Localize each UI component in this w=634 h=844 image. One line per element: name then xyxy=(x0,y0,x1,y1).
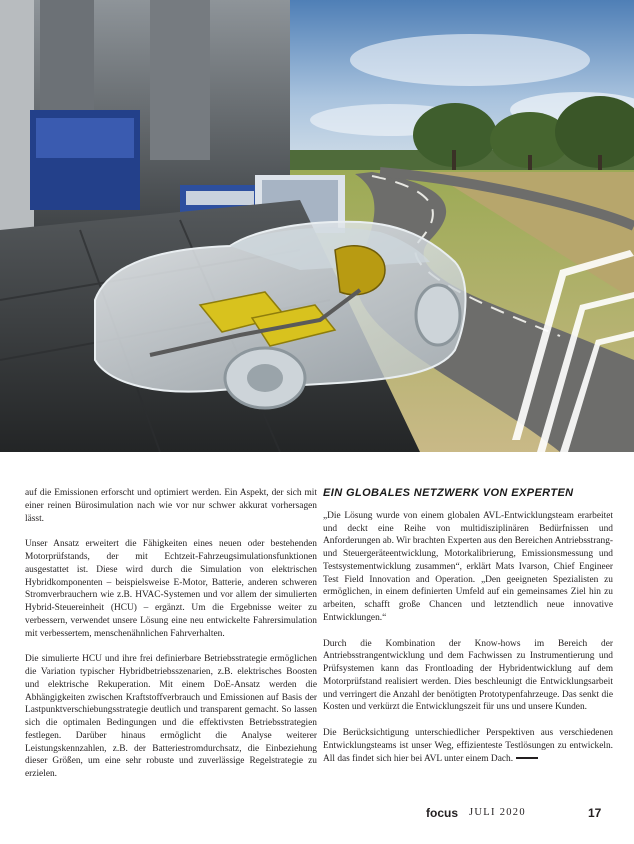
article-end-mark xyxy=(516,757,538,759)
body-paragraph: Die simulierte HCU und ihre frei definierbare Betriebsstrategie ermöglichen die Variation typischer Hybridbetriebsszenarien, z.B. elektrisches Boosten und elektrische Rekuperation. Mit einem DoE-Ansatz werden die Abhängigkeiten zwischen Kraftstoffverbrauch und Emissionen auf Basis der Lastpunktverschiebungsstrategie deutlich und transparent gemacht. So lassen sich die optimalen Bedingungen und die effektivsten Betriebsstrategien festlegen. Darüber hinaus ermöglicht die Analyse weiterer Leistungskennzahlen, z.B. der Batteriestromdurchsatz, die Einbeziehung dieser Größen, um eine sehr robuste und zuverlässige Regelstrategie zu erzielen. xyxy=(25,654,317,779)
left-column xyxy=(25,487,317,794)
body-paragraph-text: Die Berücksichtigung unterschiedlicher Perspektiven aus verschiedenen Entwicklungsteams ist unser Weg, effizienteste Testlösungen zu entwickeln. All das findet sich hier bei AVL unter einem Dach. xyxy=(323,728,613,764)
body-paragraph: Durch die Kombination der Know-hows im Bereich der Antriebsstrangentwicklung und dem Fachwissen zu Instrumentierung und Prüfsystemen kann das Frontloading der Hybridentwicklung auf dem Motorprüfstand realisiert werden. Dies beschleunigt die Entwicklungsarbeit und verringert die Anzahl der benötigten Prototypenfahrzeuge. Das senkt die Kosten und verkürzt die Entwicklungszeit für uns und unsere Kunden. xyxy=(323,638,613,713)
section-heading: EIN GLOBALES NETZWERK VON EXPERTEN xyxy=(323,487,574,499)
body-paragraph: Unser Ansatz erweitert die Fähigkeiten eines neuen oder bestehenden Motorprüfstands, der mit Echtzeit-Fahrzeugsimulationsfunktionen ausgestattet ist. Diese wird durch die Simulation von elektrischen Hybridkomponenten – beispielsweise E-Motor, Batterie, anderen schweren Stromverbrauchern wie z.B. HVAC-Systemen und vor allem der simulierten Hybrid-Steuereinheit (HCU) – ergänzt. Um die Ergebnisse weiter zu verbessern, verwendet unsere Lösung eine neu entwickelte Fahrersimulation mit verbessertem, menschenähnlichen Fahrverhalten. xyxy=(25,539,317,639)
issue-date: JULI 2020 xyxy=(469,807,526,818)
page-number: 17 xyxy=(588,806,602,820)
body-paragraph: „Die Lösung wurde von einem globalen AVL-Entwicklungsteam erarbeitet und deckt eine Reihe von multidisziplinären Bedürfnissen und Anforderungen ab. Wir brachten Experten aus den Bereichen Antriebsstrang- und Steuergeräteentwicklung, Motorkalibrierung, Emissionsmessung und Testsystementwicklung zusammen“, erklärt Mats Ivarson, Chief Engineer Test Field Innovation and Operation. „Den geeigneten Spezialisten zu ermöglichen, in einem definierten Umfeld auf ein gemeinsames Ziel hin zu arbeiten, schafft große Chancen und letztendlich neue innovative Entwicklungen.“ xyxy=(323,510,613,623)
right-column xyxy=(323,487,613,778)
body-paragraph: auf die Emissionen erforscht und optimiert werden. Ein Aspekt, der sich mit einer reinen Bürosimulation nach wie vor nur schwer akkurat vorhersagen lässt. xyxy=(25,488,317,524)
page-footer xyxy=(0,806,634,826)
magazine-logo: focus xyxy=(426,806,459,820)
body-paragraph-last xyxy=(323,727,613,765)
